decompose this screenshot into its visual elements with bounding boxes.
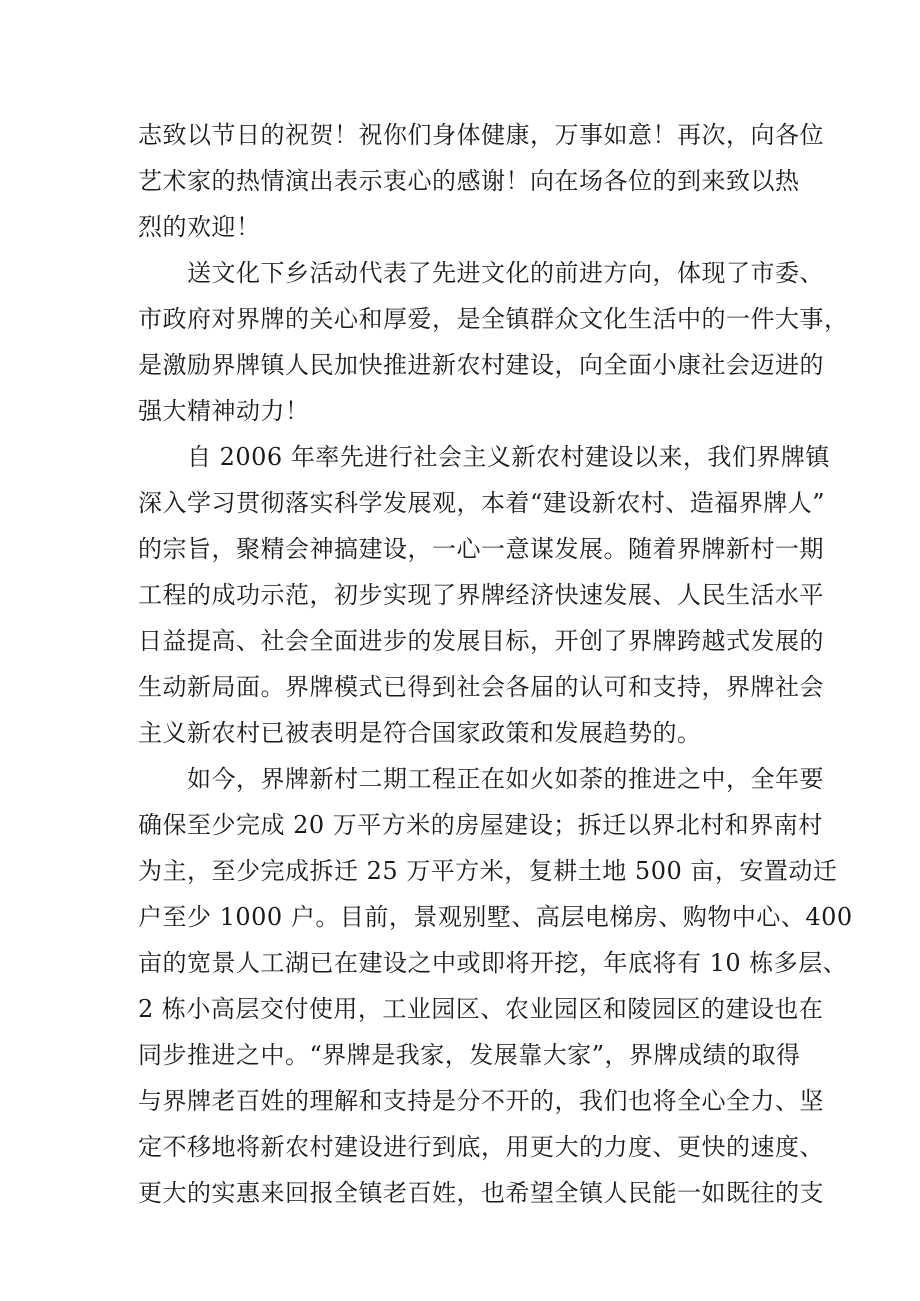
paragraph-3-line-2: 深入学习贯彻落实科学发展观，本着“建设新农村、造福界牌人” — [138, 489, 826, 517]
paragraph-1-line-2: 艺术家的热情演出表示衷心的感谢！向在场各位的到来致以热 — [138, 167, 800, 195]
paragraph-4-line-4: 户至少 1000 户。目前，景观别墅、高层电梯房、购物中心、400 — [138, 903, 853, 931]
paragraph-2-line-3: 是激励界牌镇人民加快推进新农村建设，向全面小康社会迈进的 — [138, 351, 824, 379]
paragraph-4-line-10: 更大的实惠来回报全镇老百姓，也希望全镇人民能一如既往的支 — [138, 1179, 824, 1207]
paragraph-1-line-3: 烈的欢迎！ — [138, 213, 261, 241]
paragraph-4-line-6: 2 栋小高层交付使用，工业园区、农业园区和陵园区的建设也在 — [138, 995, 824, 1023]
paragraph-4-line-1: 如今，界牌新村二期工程正在如火如荼的推进之中，全年要 — [187, 765, 824, 793]
paragraph-3-line-5: 日益提高、社会全面进步的发展目标，开创了界牌跨越式发展的 — [138, 627, 824, 655]
paragraph-3-line-3: 的宗旨，聚精会神搞建设，一心一意谋发展。随着界牌新村一期 — [138, 535, 824, 563]
paragraph-1-line-1: 志致以节日的祝贺！祝你们身体健康，万事如意！再次，向各位 — [138, 121, 824, 149]
paragraph-3-line-7: 主义新农村已被表明是符合国家政策和发展趋势的。 — [138, 719, 702, 747]
paragraph-2-line-1: 送文化下乡活动代表了先进文化的前进方向，体现了市委、 — [187, 259, 824, 287]
paragraph-4-line-3: 为主，至少完成拆迁 25 万平方米，复耕土地 500 亩，安置动迁 — [138, 857, 838, 885]
paragraph-4-line-9: 定不移地将新农村建设进行到底，用更大的力度、更快的速度、 — [138, 1133, 824, 1161]
paragraph-2-line-4: 强大精神动力！ — [138, 397, 310, 425]
paragraph-4-line-2: 确保至少完成 20 万平方米的房屋建设；拆迁以界北村和界南村 — [138, 811, 823, 839]
paragraph-3-line-6: 生动新局面。界牌模式已得到社会各届的认可和支持，界牌社会 — [138, 673, 824, 701]
paragraph-4-line-7: 同步推进之中。“界牌是我家，发展靠大家”，界牌成绩的取得 — [138, 1041, 801, 1069]
paragraph-3-line-1: 自 2006 年率先进行社会主义新农村建设以来，我们界牌镇 — [187, 443, 830, 471]
paragraph-4-line-8: 与界牌老百姓的理解和支持是分不开的，我们也将全心全力、坚 — [138, 1087, 824, 1115]
paragraph-4-line-5: 亩的宽景人工湖已在建设之中或即将开挖，年底将有 10 栋多层、 — [138, 949, 848, 977]
paragraph-2-line-2: 市政府对界牌的关心和厚爱，是全镇群众文化生活中的一件大事， — [138, 305, 849, 333]
document-body — [138, 112, 853, 1216]
paragraph-3-line-4: 工程的成功示范，初步实现了界牌经济快速发展、人民生活水平 — [138, 581, 824, 609]
